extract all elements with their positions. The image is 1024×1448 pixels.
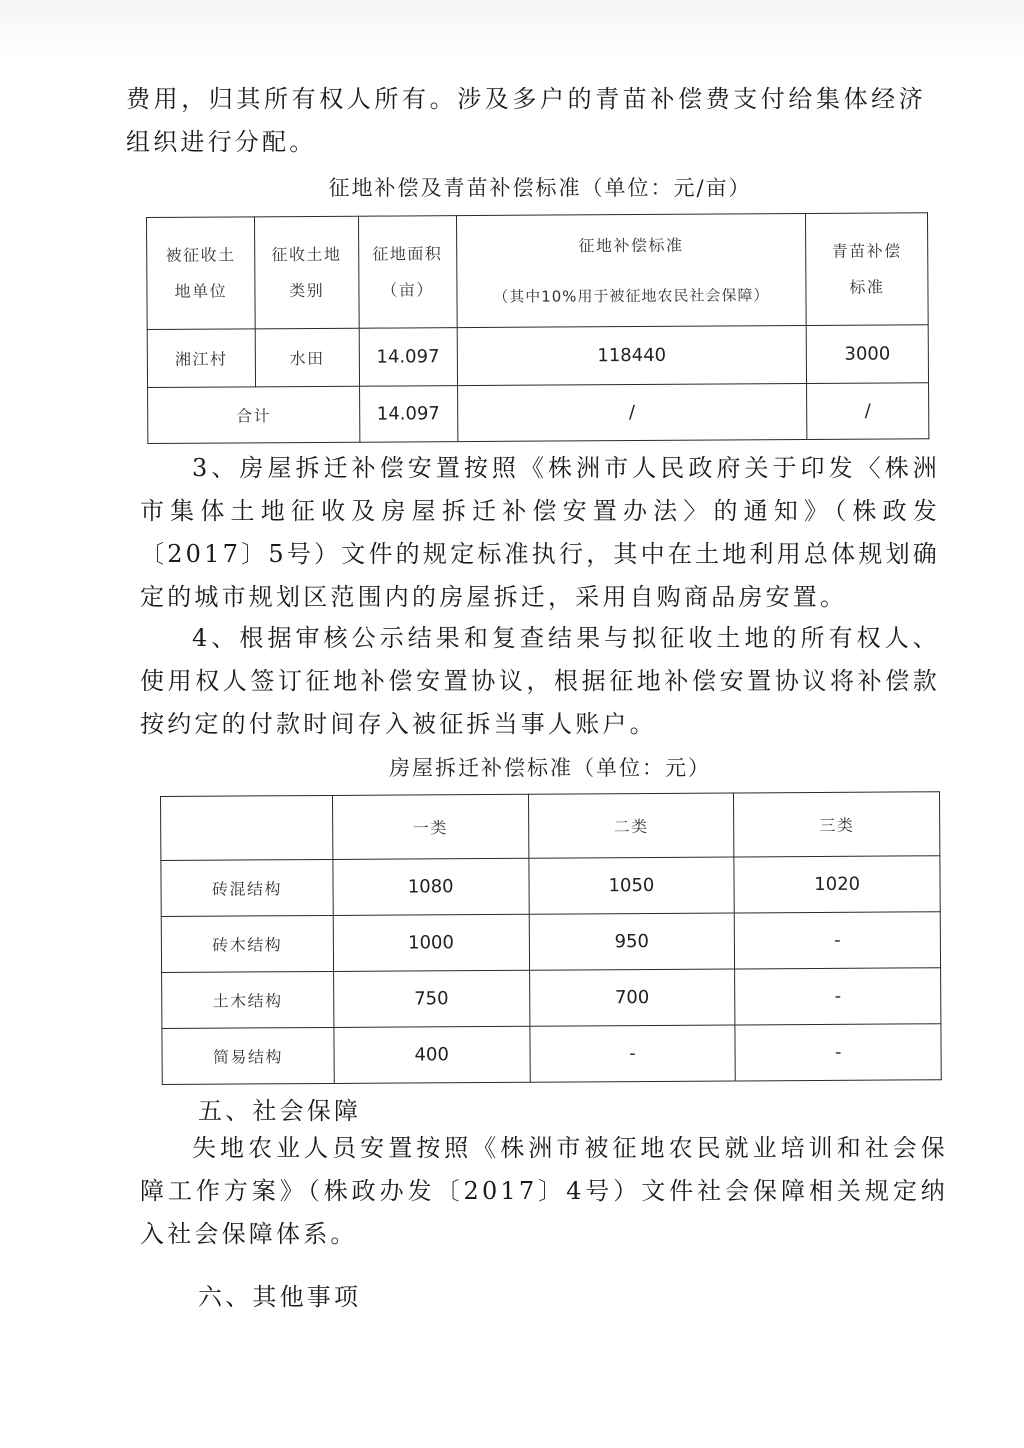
row-label: 土木结构 bbox=[162, 971, 334, 1028]
cell-land-unit: 湘江村 bbox=[147, 329, 255, 388]
cell-class-1: 1080 bbox=[333, 858, 529, 915]
table-header-row bbox=[147, 213, 929, 330]
table1-caption: 征地补偿及青苗补偿标准（单位：元/亩） bbox=[328, 176, 752, 200]
header-compensation-standard: 征地补偿标准 （其中10%用于被征地农民社会保障） bbox=[456, 213, 806, 327]
row-label: 砖木结构 bbox=[161, 915, 333, 972]
header-blank bbox=[161, 795, 333, 860]
cell-compensation-standard: 118440 bbox=[457, 325, 807, 385]
header-class-3: 三类 bbox=[734, 792, 940, 857]
header-class-1: 一类 bbox=[332, 794, 528, 859]
cell-class-1: 400 bbox=[334, 1026, 530, 1083]
cell-total-label: 合计 bbox=[148, 386, 360, 443]
header-land-area: 征地面积 （亩） bbox=[358, 216, 457, 329]
header-land-type: 征收土地 类别 bbox=[254, 216, 359, 329]
table2-caption: 房屋拆迁补偿标准（单位：元） bbox=[389, 756, 711, 780]
cell-total-standard: / bbox=[457, 383, 807, 441]
header-land-unit: 被征收土 地单位 bbox=[147, 217, 256, 330]
table-header-row bbox=[161, 792, 940, 861]
paragraph-crop-fee: 费用，归其所有权人所有。涉及多户的青苗补偿费支付给集体经济组织进行分配。 bbox=[126, 85, 926, 156]
cell-total-crop: / bbox=[807, 383, 929, 440]
table-total-row bbox=[148, 383, 929, 444]
table-row bbox=[161, 912, 940, 973]
header-class-2: 二类 bbox=[528, 793, 734, 858]
cell-class-3: - bbox=[735, 968, 941, 1025]
table-row bbox=[161, 856, 940, 917]
cell-class-3: 1020 bbox=[734, 856, 940, 913]
section-heading-social-security: 五、社会保障 bbox=[198, 1097, 362, 1125]
table-row bbox=[162, 1024, 941, 1085]
table-row bbox=[162, 968, 941, 1029]
row-label: 简易结构 bbox=[162, 1027, 334, 1084]
cell-class-1: 1000 bbox=[333, 914, 529, 971]
cell-crop-standard: 3000 bbox=[806, 325, 928, 384]
cell-class-3: - bbox=[735, 1024, 941, 1081]
cell-class-1: 750 bbox=[333, 970, 529, 1027]
scan-edge bbox=[0, 0, 1024, 60]
cell-class-2: 1050 bbox=[528, 857, 734, 914]
cell-total-area: 14.097 bbox=[359, 386, 457, 443]
section-heading-other-matters: 六、其他事项 bbox=[198, 1283, 362, 1311]
paragraph-agreement: 4、根据审核公示结果和复查结果与拟征收土地的所有权人、使用权人签订征地补偿安置协议，根据征地补偿安置协议将补偿款按约定的付款时间存入被征拆当事人账户。 bbox=[140, 624, 940, 738]
cell-land-area: 14.097 bbox=[359, 328, 457, 387]
cell-class-2: 700 bbox=[529, 969, 735, 1026]
cell-class-2: 950 bbox=[529, 913, 735, 970]
row-label: 砖混结构 bbox=[161, 859, 333, 916]
header-crop-standard: 青苗补偿 标准 bbox=[806, 213, 929, 326]
cell-class-2: - bbox=[529, 1025, 735, 1082]
paragraph-house-demolition: 3、房屋拆迁补偿安置按照《株洲市人民政府关于印发〈株洲市集体土地征收及房屋拆迁补偿安置办法〉的通知》（株政发〔2017〕5号）文件的规定标准执行，其中在土地利用总体规划确定的城市规划区范围内的房屋拆迁，采用自购商品房安置。 bbox=[140, 454, 940, 611]
house-compensation-table bbox=[160, 791, 942, 1085]
table-row bbox=[147, 325, 928, 388]
land-compensation-table bbox=[146, 212, 929, 444]
paragraph-social-security: 失地农业人员安置按照《株洲市被征地农民就业培训和社会保障工作方案》（株政办发〔2017〕4号）文件社会保障相关规定纳入社会保障体系。 bbox=[140, 1134, 948, 1248]
cell-land-type: 水田 bbox=[255, 328, 359, 387]
cell-class-3: - bbox=[734, 912, 940, 969]
